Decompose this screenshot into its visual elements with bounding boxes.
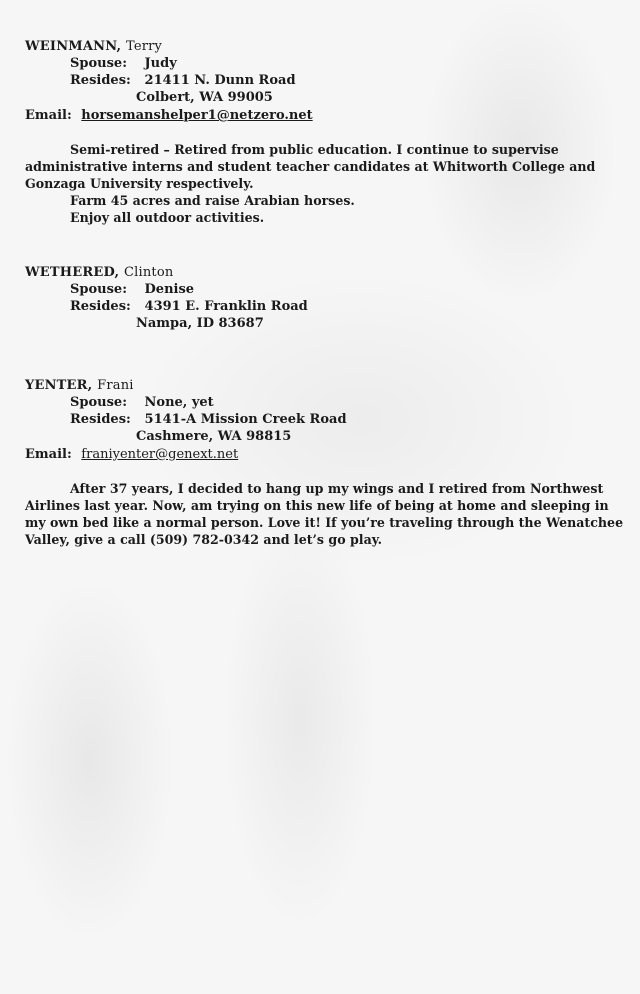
spouse-value: Judy — [144, 56, 177, 71]
address-line-1: 21411 N. Dunn Road — [144, 73, 296, 88]
address-line-2: Cashmere, WA 98815 — [136, 429, 292, 444]
address-line-1: 4391 E. Franklin Road — [144, 299, 308, 314]
spouse-row — [25, 394, 625, 411]
resides-row — [25, 72, 625, 89]
entry-name: WEINMANN, Terry — [25, 39, 163, 54]
spouse-row — [25, 55, 625, 72]
bio-paragraph: After 37 years, I decided to hang up my wings and I retired from Northwest Airlines last year. Now, am trying on this new life of being at home and sleeping in my own bed like a normal person. Love it! If you’re traveling through the Wenatchee Valley, give a call (509) 782-0342 and let’s go play. — [25, 481, 624, 547]
entry-name: WETHERED, Clinton — [25, 265, 174, 280]
entry-wethered — [25, 264, 625, 332]
email-row — [25, 107, 625, 124]
resides-row — [25, 298, 625, 315]
bio-line: Enjoy all outdoor activities. — [70, 210, 265, 225]
email-link[interactable]: horsemanshelper1@netzero.net — [81, 108, 313, 123]
entry-yenter — [25, 377, 625, 548]
resides-label: Resides: — [70, 73, 131, 88]
email-label: Email: — [25, 108, 72, 123]
address-line-1: 5141-A Mission Creek Road — [144, 412, 347, 427]
entry-name: YENTER, Frani — [25, 378, 134, 393]
bio-block — [25, 141, 625, 226]
spouse-value: None, yet — [144, 395, 214, 410]
spouse-label: Spouse: — [70, 56, 127, 71]
spouse-value: Denise — [144, 282, 195, 297]
bio-paragraph: Semi-retired – Retired from public education. I continue to supervise administrative interns and student teacher candidates at Whitworth College and Gonzaga University respectively. — [25, 142, 596, 191]
resides-row — [25, 411, 625, 428]
email-row — [25, 446, 625, 463]
spouse-row — [25, 281, 625, 298]
email-label: Email: — [25, 447, 72, 462]
email-link[interactable]: franiyenter@genext.net — [81, 447, 239, 462]
address-line-2: Colbert, WA 99005 — [136, 90, 273, 105]
entry-weinmann — [25, 38, 625, 226]
spouse-label: Spouse: — [70, 395, 127, 410]
resides-label: Resides: — [70, 412, 131, 427]
resides-label: Resides: — [70, 299, 131, 314]
address-line-2: Nampa, ID 83687 — [136, 316, 264, 331]
bio-line: Farm 45 acres and raise Arabian horses. — [70, 193, 355, 208]
spouse-label: Spouse: — [70, 282, 127, 297]
bio-block — [25, 480, 625, 548]
